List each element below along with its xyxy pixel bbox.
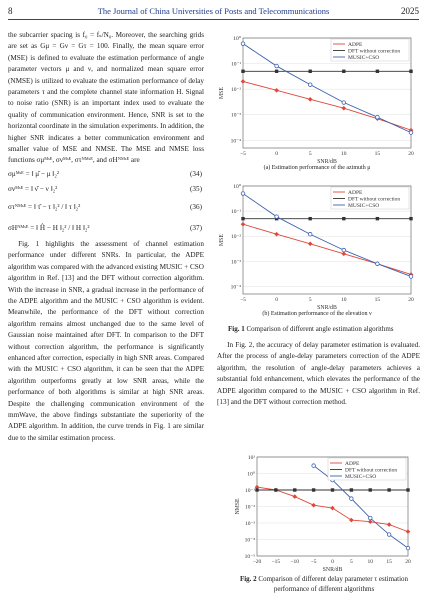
figure-2-caption	[228, 574, 420, 594]
x-tick-label: 20	[405, 559, 411, 565]
data-point	[406, 488, 409, 491]
data-point	[308, 83, 312, 87]
legend-label: DFT without correction	[345, 467, 398, 474]
data-point	[376, 70, 379, 73]
data-point	[368, 516, 372, 520]
x-tick-label: 5	[308, 151, 312, 157]
y-tick-label: 10⁻⁴	[244, 537, 255, 544]
page-header	[0, 0, 427, 26]
data-point	[387, 533, 391, 537]
y-tick-label: 10⁻²	[244, 504, 255, 511]
data-point	[409, 275, 413, 279]
y-tick-label: 10⁻⁴	[230, 284, 241, 291]
equation-number: (34)	[190, 169, 202, 178]
data-point	[293, 488, 296, 491]
data-point	[311, 503, 316, 508]
x-axis-label: SNR/dB	[317, 159, 337, 164]
data-point	[312, 488, 315, 491]
paragraph-fig2-discussion: In Fig. 2, the accuracy of delay parameter estimation is evaluated. After the process of angle-delay parameters correction of the ADPE algorithm, the resolution of angle-delay parameters achieves a substantial fold enhancement, which elevates the performance of the ADPE algorithm compared to the MUSIC + CSO algorithm in Ref. [13] and the DFT without correction method.	[217, 341, 420, 407]
y-tick-label: 10⁻¹	[230, 209, 241, 216]
data-point	[342, 70, 345, 73]
x-tick-label: −15	[271, 559, 281, 565]
x-tick-label: −5	[240, 151, 246, 157]
data-point	[275, 215, 279, 219]
equation-block	[8, 167, 204, 239]
chart-1a	[217, 32, 417, 164]
x-tick-label: 0	[275, 297, 278, 303]
y-tick-label: 10⁰	[233, 184, 241, 190]
legend-label: MUSIC+CSO	[345, 474, 377, 480]
equation-35	[8, 182, 204, 197]
data-point	[241, 42, 245, 46]
legend-label: ADPE	[348, 190, 363, 196]
series-line-adpe	[243, 81, 411, 130]
data-point	[350, 497, 354, 501]
y-tick-label: 10⁻³	[230, 259, 241, 266]
y-tick-label: 10⁻²	[230, 234, 241, 241]
data-point	[241, 217, 244, 220]
x-tick-label: −5	[310, 559, 317, 565]
data-point	[409, 217, 412, 220]
y-tick-label: 10⁻²	[230, 87, 241, 94]
equation-34	[8, 167, 204, 182]
figure-1b-caption: (b) Estimation performance of the elevation ν	[262, 311, 372, 317]
x-tick-label: 5	[350, 559, 353, 565]
legend-label: ADPE	[348, 42, 363, 48]
data-point	[274, 88, 279, 93]
figure-1-caption	[228, 324, 418, 334]
x-tick-label: −5	[240, 297, 246, 303]
y-tick-label: 10⁻³	[244, 521, 255, 527]
x-tick-label: 20	[408, 297, 414, 303]
legend-label: MUSIC+CSO	[348, 55, 380, 61]
data-point	[409, 70, 412, 73]
data-point	[342, 106, 347, 111]
figure-1a-caption: (a) Estimation performance of the azimuth μ	[263, 165, 371, 171]
data-point	[255, 488, 258, 491]
y-tick-label: 10⁰	[233, 36, 241, 42]
equation-number: (36)	[190, 202, 202, 211]
data-point	[241, 192, 245, 196]
left-column	[8, 30, 204, 444]
data-point	[350, 488, 353, 491]
data-point	[309, 217, 312, 220]
data-point	[274, 232, 279, 237]
figure-1a	[217, 32, 417, 164]
data-point	[349, 518, 354, 523]
chart-1b	[217, 180, 417, 310]
data-point	[369, 488, 372, 491]
x-tick-label: 10	[341, 151, 347, 157]
x-axis-label: SNR/dB	[322, 567, 343, 572]
legend-label: ADPE	[345, 461, 360, 467]
data-point	[274, 488, 277, 491]
data-point	[308, 241, 313, 246]
data-point	[342, 248, 346, 252]
x-axis-label: SNR/dB	[317, 305, 337, 310]
data-point	[292, 494, 297, 499]
y-tick-label: 10¹	[247, 455, 255, 461]
data-point	[241, 70, 244, 73]
figure-1b	[217, 180, 417, 310]
data-point	[406, 529, 411, 534]
equation-expr: σHᴺᴹˢᴱ = ‖ Ĥ − H ‖₂² / ‖ H ‖₂²	[8, 223, 90, 232]
y-axis-label: MSE	[219, 234, 225, 246]
y-tick-label: 10⁻¹	[244, 488, 255, 494]
data-point	[376, 262, 380, 266]
figure-2	[233, 452, 413, 572]
data-point	[312, 464, 316, 468]
paragraph-simulation-setup: the subcarrier spacing is f₀ = fₛ/N₀. Moreover, the searching grids are set as Gμ = Gν = Gτ = 100. Finally, the mean square error (MSE) is defined to evaluate the estimation performance of angle parameter vectors μ and ν, and normalized mean square error (NMSE) is utilized to evaluate the estimation performance of delay parameters τ and the complete channel state information H. Signal to noise ratio (SNR) is an important index used to evaluate the quality of communication environment. Hence, SNR is set to the horizontal coordinate in the simulation experiments. In addition, the higher SNR indicates a better communication environment and smaller value of MSE and NMSE. The MSE and NMSE loss functions σμᴹˢᴱ, σνᴹˢᴱ, στᴺᴹˢᴱ, and σHᴺᴹˢᴱ are	[8, 31, 204, 165]
x-tick-label: 10	[367, 559, 373, 565]
equation-number: (35)	[190, 184, 202, 193]
y-tick-label: 10⁰	[247, 471, 255, 478]
figure-2-caption-text: Comparison of different delay parameter τ estimation performance of different algorithms	[258, 575, 409, 593]
data-point	[331, 488, 334, 491]
x-tick-label: 0	[275, 151, 278, 157]
year: 2025	[401, 6, 419, 16]
equation-expr: σμᴹˢᴱ = ‖ μ̂ − μ ‖₂²	[8, 169, 60, 178]
legend-label: MUSIC+CSO	[348, 203, 380, 209]
figure-2-label: Fig. 2	[239, 575, 257, 583]
x-tick-label: 15	[374, 297, 381, 303]
equation-number: (37)	[190, 223, 202, 232]
data-point	[309, 70, 312, 73]
data-point	[241, 222, 246, 227]
header-rule	[8, 19, 419, 20]
x-tick-label: 10	[341, 297, 347, 303]
y-tick-label: 10⁻⁴	[230, 138, 241, 145]
data-point	[376, 115, 380, 119]
journal-title: The Journal of China Universities of Posts and Telecommunications	[97, 6, 330, 16]
figure-1-label: Fig. 1	[228, 325, 245, 333]
data-point	[275, 64, 279, 68]
data-point	[409, 131, 413, 135]
data-point	[308, 232, 312, 236]
chart-2	[233, 452, 413, 572]
equation-36	[8, 197, 204, 218]
x-tick-label: 15	[386, 559, 392, 565]
legend-label: DFT without correction	[348, 48, 401, 55]
data-point	[342, 217, 345, 220]
y-tick-label: 10⁻³	[230, 112, 241, 119]
page-number: 8	[8, 6, 13, 16]
right-column-text	[217, 340, 420, 408]
equation-expr: σνᴹˢᴱ = ‖ ν̂ − ν ‖₂²	[8, 184, 58, 193]
data-point	[387, 488, 390, 491]
data-point	[342, 101, 346, 105]
x-tick-label: −20	[252, 559, 262, 565]
legend-label: DFT without correction	[348, 196, 401, 203]
y-axis-label: MSE	[219, 87, 225, 99]
y-axis-label: NMSE	[235, 498, 241, 515]
figure-1-caption-text: Comparison of different angle estimation algorithms	[246, 325, 394, 333]
x-tick-label: 15	[374, 151, 381, 157]
data-point	[275, 70, 278, 73]
x-tick-label: −10	[290, 559, 300, 565]
x-tick-label: 5	[308, 297, 312, 303]
x-tick-label: 0	[331, 559, 334, 565]
y-tick-label: 10⁻¹	[230, 61, 241, 68]
data-point	[376, 217, 379, 220]
equation-expr: στᴺᴹˢᴱ = ‖ τ̂ − τ ‖₂² / ‖ τ ‖₂²	[8, 202, 81, 211]
equation-37	[8, 218, 204, 239]
x-tick-label: 20	[408, 151, 414, 157]
data-point	[406, 546, 410, 550]
y-tick-label: 10⁻⁵	[244, 554, 255, 560]
data-point	[308, 97, 313, 102]
data-point	[241, 79, 246, 84]
paragraph-fig1-discussion: Fig. 1 highlights the assessment of channel estimation performance under different SNRs. In particular, the ADPE algorithm was compared with the advanced existing MUSIC + CSO algorithm in Ref. [13] and the DFT without correction algorithm. With the increase in SNR, a gradual increase in the performance of the ADPE algorithm and the MUSIC + CSO algorithm is evident. Meanwhile, the performance of the DFT without correction algorithm remains almost unchanged due to the same level of Gaussian noise maintained after DFT. In comparison to the DFT without correction algorithm, the performance is significantly enhanced after correction, especially in high SNR areas. Compared with the MUSIC + CSO algorithm, it can be seen that the ADPE algorithm outperforms greatly at low SNR areas, while the performance of both algorithms is similar at high SNR areas. Despite the challenging communication environment of the mmWave, the above findings substantiate the superiority of the ADPE algorithm. In addition, the curve trends in Fig. 1 are similar due to the similar estimation process.	[8, 239, 204, 442]
